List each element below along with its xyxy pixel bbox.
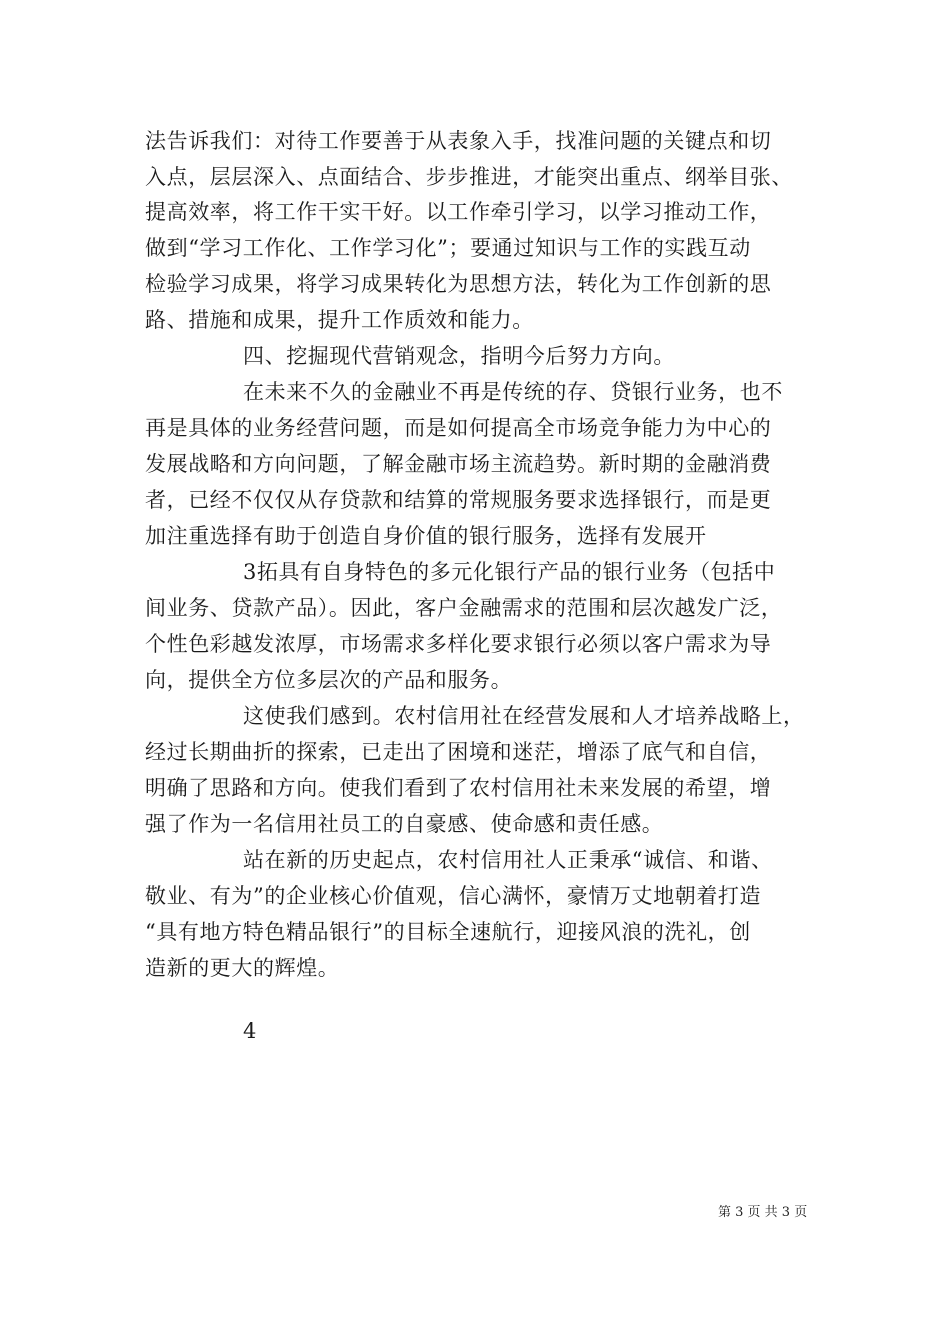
text-line: 明确了思路和方向。使我们看到了农村信用社未来发展的希望，增	[145, 776, 772, 800]
text-line: 加注重选择有助于创造自身价值的银行服务，选择有发展开	[145, 524, 707, 548]
text-line: 发展战略和方向问题，了解金融市场主流趋势。新时期的金融消费	[145, 452, 772, 476]
text-line: 提高效率，将工作干实干好。以工作牵引学习，以学习推动工作，	[145, 200, 772, 224]
page-number-inline: 4	[243, 1019, 257, 1043]
text-line: 者，已经不仅仅从存贷款和结算的常规服务要求选择银行，而是更	[145, 488, 772, 512]
page-footer: 第 3 页 共 3 页	[718, 1205, 808, 1220]
text-line: 在未来不久的金融业不再是传统的存、贷银行业务，也不	[243, 380, 783, 404]
text-line: 个性色彩越发浓厚，市场需求多样化要求银行必须以客户需求为导	[145, 632, 772, 656]
text-line: 经过长期曲折的探索，已走出了困境和迷茫，增添了底气和自信，	[145, 740, 772, 764]
text-line: 间业务、贷款产品）。因此，客户金融需求的范围和层次越发广泛，	[145, 596, 783, 620]
section-heading: 四、挖掘现代营销观念，指明今后努力方向。	[243, 344, 675, 368]
text-line: 入点，层层深入、点面结合、步步推进，才能突出重点、纲举目张、	[145, 165, 793, 189]
text-line: 站在新的历史起点，农村信用社人正秉承“诚信、和谐、	[243, 848, 773, 872]
text-line: 强了作为一名信用社员工的自豪感、使命感和责任感。	[145, 812, 664, 836]
text-line: 向，提供全方位多层次的产品和服务。	[145, 668, 513, 692]
text-line: 造新的更大的辉煌。	[145, 956, 340, 980]
text-line: 再是具体的业务经营问题，而是如何提高全市场竞争能力为中心的	[145, 416, 772, 440]
text-line: 做到“学习工作化、工作学习化”；要通过知识与工作的实践互动	[145, 236, 751, 260]
text-line: 路、措施和成果，提升工作质效和能力。	[145, 308, 534, 332]
text-line: 法告诉我们：对待工作要善于从表象入手，找准问题的关键点和切	[145, 129, 772, 153]
text-line: 敬业、有为”的企业核心价值观，信心满怀，豪情万丈地朝着打造	[145, 884, 762, 908]
text-line: 3拓具有自身特色的多元化银行产品的银行业务（包括中	[243, 560, 776, 584]
text-line: 检验学习成果，将学习成果转化为思想方法，转化为工作创新的思	[145, 272, 772, 296]
text-line: 这使我们感到。农村信用社在经营发展和人才培养战略上，	[243, 704, 805, 728]
text-line: “具有地方特色精品银行”的目标全速航行，迎接风浪的洗礼，创	[145, 920, 751, 944]
